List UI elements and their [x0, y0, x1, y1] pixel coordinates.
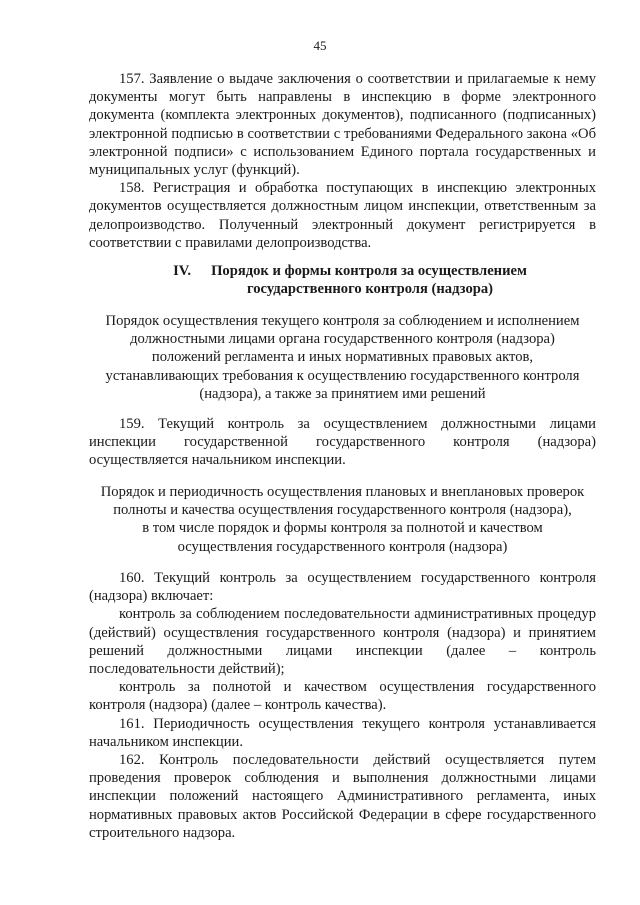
paragraph-160-item-b: контроль за полнотой и качеством осуществления государственного контроля (надзора) (далее – контроль качества). — [89, 679, 596, 714]
section-title-line-1: Порядок и формы контроля за осуществлением — [211, 263, 527, 279]
subheading-line: Порядок осуществления текущего контроля за соблюдением и исполнением — [105, 313, 580, 329]
section-title-line-2: государственного контроля (надзора) — [246, 281, 494, 298]
page-number: 45 — [313, 38, 327, 53]
subheading-line: положений регламента и иных нормативных правовых актов, — [151, 349, 534, 366]
subheading-line: должностными лицами органа государственного контроля (надзора) — [130, 331, 555, 348]
paragraph-160: 160. Текущий контроль за осуществлением государственного контроля (надзора) включает: — [89, 570, 596, 605]
subheading-line: в том числе порядок и формы контроля за полнотой и качеством — [142, 520, 543, 537]
subheading-line: (надзора), а также за принятием ими решений — [199, 385, 486, 402]
paragraph-160-item-a: контроль за соблюдением последовательности административных процедур (действий) осуществления государственного контроля (надзора) и принятием решений должностными лицами инспекции (далее – контроль последовательности действий); — [89, 606, 596, 678]
paragraph-157: 157. Заявление о выдаче заключения о соответствии и прилагаемые к нему документы могут быть направлены в инспекцию в форме электронного документа (комплекта электронных документов), подписанного (подписанных) электронной подписью в соответствии с требованиями Федерального закона «Об электронной подписи» с использованием Единого портала государственных и муниципальных услуг (функций). — [89, 71, 596, 179]
paragraph-162: 162. Контроль последовательности действий осуществляется путем проведения проверок соблюдения и выполнения должностными лицами инспекции положений настоящего Административного регламента, иных нормативных правовых актов Российской Федерации в сфере государственного строительного надзора. — [89, 752, 596, 841]
section-number: IV. — [173, 263, 192, 279]
paragraphs-157-158 — [89, 70, 596, 252]
subheading-periodicity — [80, 483, 605, 556]
paragraphs-160-162 — [89, 569, 596, 842]
subheading-line: осуществления государственного контроля (надзора) — [177, 538, 508, 555]
paragraph-159: 159. Текущий контроль за осуществлением должностными лицами инспекции государственной государственного контроля (надзора) осуществляется начальником инспекции. — [89, 416, 596, 469]
subheading-current-control — [80, 312, 605, 403]
section-heading-iv — [110, 262, 590, 298]
paragraph-158: 158. Регистрация и обработка поступающих в инспекцию электронных документов осуществляется должностным лицом инспекции, ответственным за делопроизводство. Полученный электронный документ регистрируется в соответствии с правилами делопроизводства. — [89, 180, 596, 251]
paragraph-161: 161. Периодичность осуществления текущего контроля устанавливается начальником инспекции. — [89, 715, 596, 750]
subheading-line: устанавливающих требования к осуществлению государственного контроля — [105, 367, 580, 384]
subheading-line: полноты и качества осуществления государственного контроля (надзора), — [113, 502, 572, 519]
subheading-line: Порядок и периодичность осуществления плановых и внеплановых проверок — [100, 484, 585, 500]
paragraph-159-block — [89, 415, 596, 470]
